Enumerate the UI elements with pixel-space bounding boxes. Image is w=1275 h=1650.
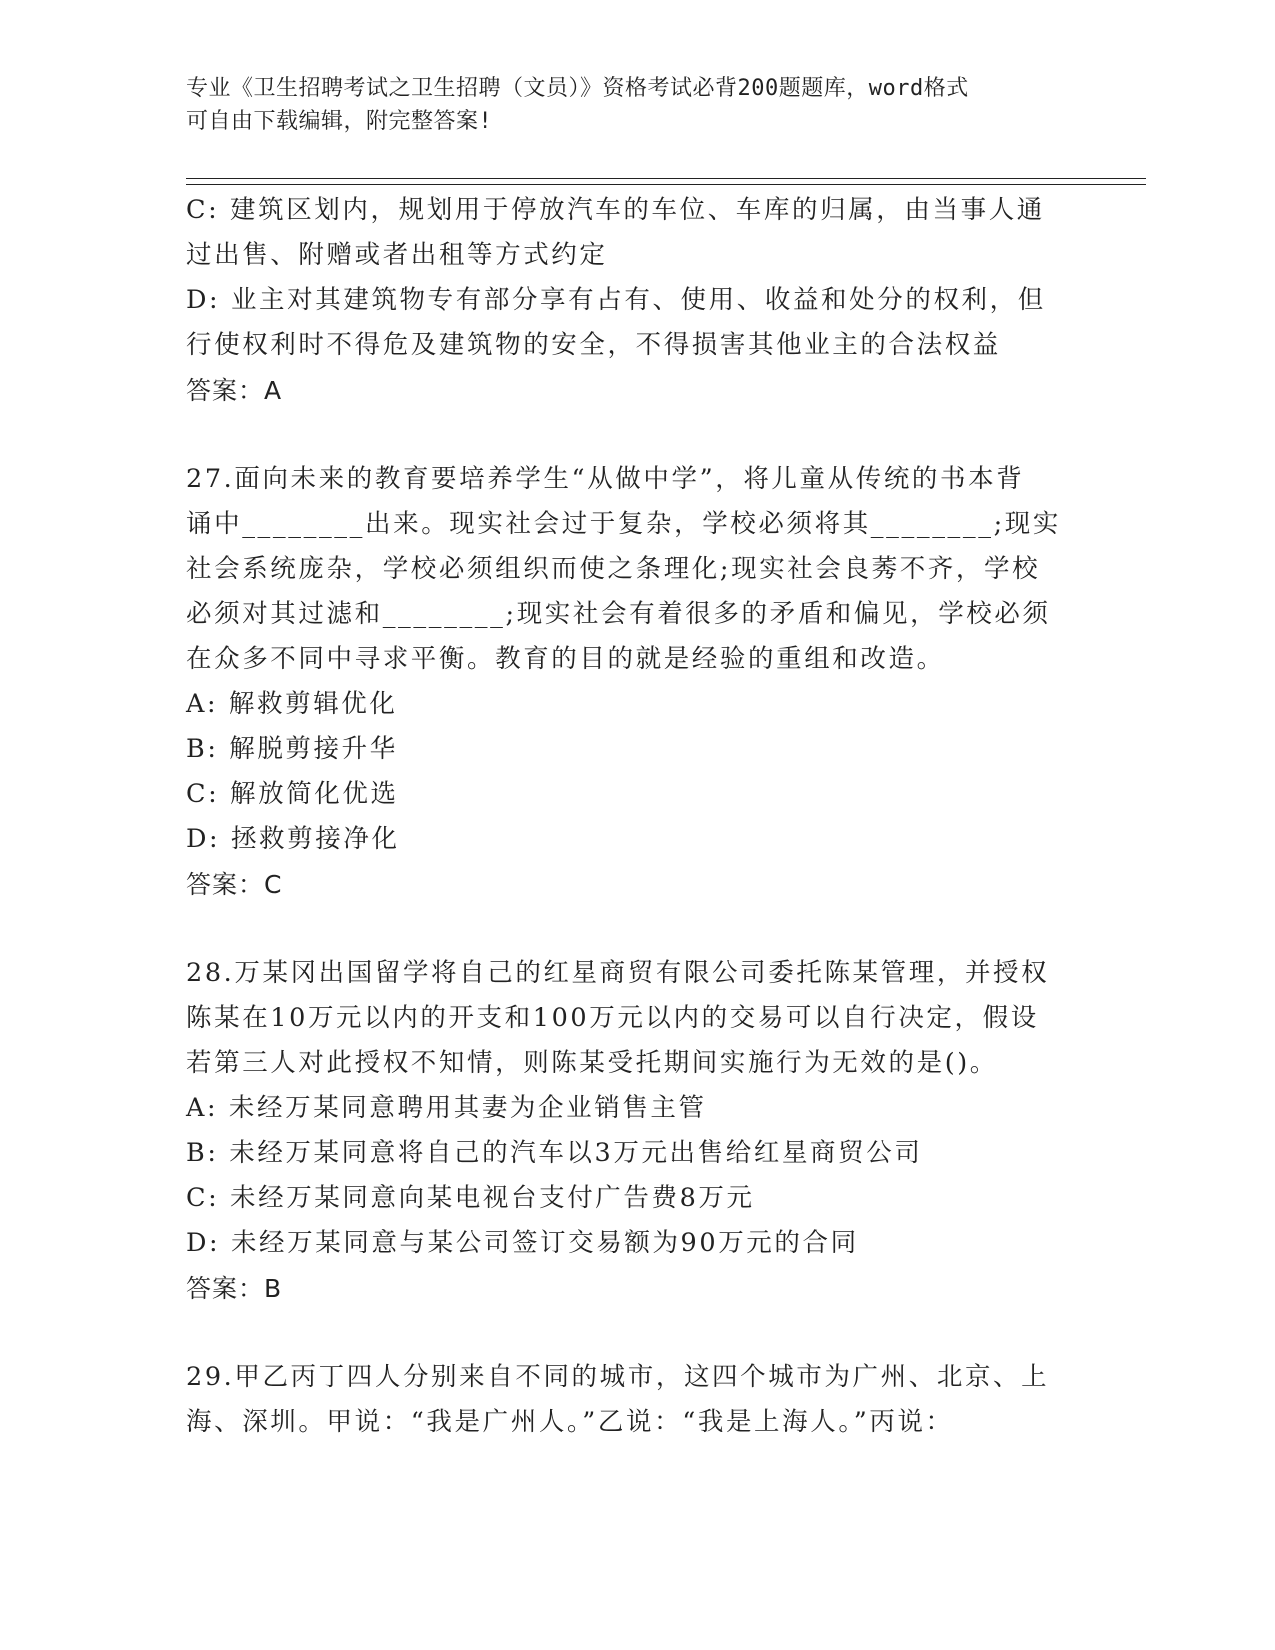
q28-option-b: B: 未经万某同意将自己的汽车以3万元出售给红星商贸公司	[186, 1138, 923, 1168]
q27-stem-line-1: 27.面向未来的教育要培养学生“从做中学”，将儿童从传统的书本背	[186, 464, 1025, 494]
q28-stem-line-1: 28.万某冈出国留学将自己的红星商贸有限公司委托陈某管理，并授权	[186, 958, 1050, 988]
question-29	[186, 1355, 1066, 1445]
answer-label: 答案：A	[186, 376, 283, 405]
previous-question-block	[186, 188, 1066, 413]
spacer	[186, 907, 1066, 951]
q28-answer: 答案：B	[186, 1274, 283, 1303]
option-c-line-1: C: 建筑区划内，规划用于停放汽车的车位、车库的归属，由当事人通	[186, 195, 1045, 225]
header-divider-bottom	[186, 184, 1146, 185]
q27-option-a: A: 解救剪辑优化	[186, 689, 398, 719]
q29-stem-line-1: 29.甲乙丙丁四人分别来自不同的城市，这四个城市为广州、北京、上	[186, 1362, 1050, 1392]
q27-stem-line-5: 在众多不同中寻求平衡。教育的目的就是经验的重组和改造。	[186, 644, 945, 674]
q27-option-b: B: 解脱剪接升华	[186, 734, 398, 764]
q27-stem-line-2: 诵中________出来。现实社会过于复杂，学校必须将其________;现实	[186, 509, 1061, 539]
option-d-line-1: D: 业主对其建筑物专有部分享有占有、使用、收益和处分的权利，但	[186, 285, 1046, 315]
q27-option-d: D: 拯救剪接净化	[186, 824, 400, 854]
option-d-line-2: 行使权利时不得危及建筑物的安全，不得损害其他业主的合法权益	[186, 330, 1001, 360]
q27-stem-line-3: 社会系统庞杂，学校必须组织而使之条理化;现实社会良莠不齐，学校	[186, 554, 1041, 584]
option-c-line-2: 过出售、附赠或者出租等方式约定	[186, 240, 608, 270]
page-header	[186, 72, 1086, 138]
q28-option-d: D: 未经万某同意与某公司签订交易额为90万元的合同	[186, 1228, 859, 1258]
question-content	[186, 188, 1066, 1445]
q28-stem-line-2: 陈某在10万元以内的开支和100万元以内的交易可以自行决定，假设	[186, 1003, 1039, 1033]
q27-answer: 答案：C	[186, 870, 283, 899]
q29-stem-line-2: 海、深圳。甲说：“我是广州人。”乙说：“我是上海人。”丙说：	[186, 1407, 954, 1437]
header-line-2: 可自由下载编辑，附完整答案!	[186, 109, 493, 134]
q27-option-c: C: 解放简化优选	[186, 779, 399, 809]
header-line-1: 专业《卫生招聘考试之卫生招聘（文员）》资格考试必背200题题库，word格式	[186, 76, 969, 101]
q28-option-c: C: 未经万某同意向某电视台支付广告费8万元	[186, 1183, 755, 1213]
header-divider-top	[186, 178, 1146, 179]
q27-stem-line-4: 必须对其过滤和________;现实社会有着很多的矛盾和偏见，学校必须	[186, 599, 1051, 629]
q28-option-a: A: 未经万某同意聘用其妻为企业销售主管	[186, 1093, 707, 1123]
question-28	[186, 951, 1066, 1311]
spacer	[186, 1311, 1066, 1355]
q28-stem-line-3: 若第三人对此授权不知情，则陈某受托期间实施行为无效的是()。	[186, 1048, 998, 1078]
question-27	[186, 457, 1066, 907]
spacer	[186, 413, 1066, 457]
